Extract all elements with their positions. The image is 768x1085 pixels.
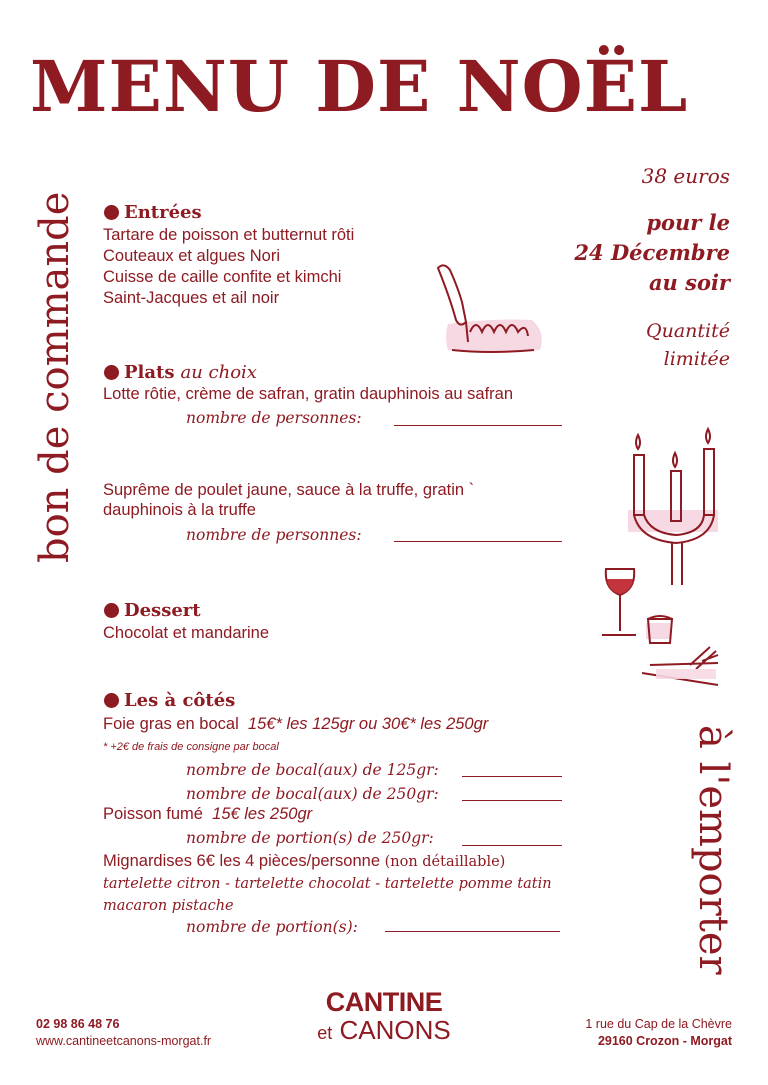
section-plats-heading: [104, 362, 257, 383]
price: 38 euros: [641, 164, 730, 188]
quantity-field-label: nombre de portion(s) de 250gr:: [186, 829, 434, 847]
date-line: pour le: [646, 210, 730, 235]
date-line: 24 Décembre: [574, 240, 730, 265]
menu-item: Tartare de poisson et butternut rôti: [103, 226, 355, 244]
brand-logo: [304, 988, 464, 1047]
quantity-field-line[interactable]: [394, 541, 562, 542]
limited-info: [646, 317, 730, 373]
street-address: 1 rue du Cap de la Chèvre: [585, 1017, 732, 1031]
footer-contact: [36, 1016, 211, 1050]
page-title: MENU DE NOËL: [30, 45, 689, 128]
bullet-icon: [104, 693, 119, 708]
side-label-left-text: bon de commande: [32, 191, 78, 563]
item-price: 15€ les 250gr: [212, 805, 313, 823]
menu-item-mignardises: [103, 851, 505, 873]
menu-item: Chocolat et mandarine: [103, 624, 270, 642]
quantity-field-label: nombre de bocal(aux) de 250gr:: [186, 785, 439, 803]
limited-line: limitée: [663, 348, 730, 370]
quantity-field-label: nombre de bocal(aux) de 125gr:: [186, 761, 439, 779]
item-price: 15€* les 125gr ou 30€* les 250gr: [247, 715, 489, 733]
phone-number[interactable]: 02 98 86 48 76: [36, 1017, 120, 1031]
brand-et: et: [317, 1023, 333, 1043]
limited-line: Quantité: [646, 320, 730, 342]
quantity-field-line[interactable]: [394, 425, 562, 426]
quantity-field-line[interactable]: [462, 845, 562, 846]
item-name: Mignardises 6€ les 4 pièces/personne: [103, 852, 380, 870]
section-title: Plats: [124, 362, 175, 383]
brand-bottom: CANONS: [339, 1015, 451, 1045]
item-name: Poisson fumé: [103, 805, 203, 823]
quantity-field-label: nombre de personnes:: [186, 409, 362, 427]
mignardises-list: tartelette citron - tartelette chocolat - tartelette pomme tatin: [103, 876, 552, 892]
menu-item: Saint-Jacques et ail noir: [103, 289, 280, 307]
menu-item-poisson: [103, 804, 312, 825]
quantity-field-line[interactable]: [462, 776, 562, 777]
website-link[interactable]: www.cantineetcanons-morgat.fr: [36, 1034, 212, 1048]
section-entrees-heading: [104, 202, 202, 223]
menu-item: Lotte rôtie, crème de safran, gratin dauphinois au safran: [103, 385, 513, 403]
brand-bottom-line: [304, 1016, 464, 1047]
section-cotes-heading: [104, 690, 235, 711]
date-line: au soir: [648, 270, 730, 295]
side-label-right-text: à l'emporter: [690, 725, 736, 975]
bread-knife-icon: [430, 258, 550, 358]
bullet-icon: [104, 365, 119, 380]
quantity-field-line[interactable]: [385, 931, 560, 932]
item-name: Foie gras en bocal: [103, 715, 239, 733]
section-title: Les à côtés: [124, 690, 236, 711]
footer-address: [585, 1016, 732, 1050]
brand-top: CANTINE: [325, 987, 443, 1017]
section-dessert-heading: [104, 600, 201, 621]
wine-glass-and-cup-icon: [592, 565, 722, 690]
item-note: (non détaillable): [384, 854, 506, 870]
menu-item: dauphinois à la truffe: [103, 501, 256, 519]
quantity-field-label: nombre de personnes:: [186, 526, 362, 544]
side-label-right: [688, 725, 738, 990]
city: 29160 Crozon - Morgat: [597, 1034, 732, 1048]
mignardises-list: macaron pistache: [103, 898, 234, 914]
menu-item: Cuisse de caille confite et kimchi: [103, 268, 342, 286]
date-info: [574, 208, 730, 298]
section-title: Dessert: [124, 600, 201, 621]
side-label-left: [28, 165, 78, 565]
bullet-icon: [104, 603, 119, 618]
quantity-field-line[interactable]: [462, 800, 562, 801]
footnote: * +2€ de frais de consigne par bocal: [103, 741, 279, 753]
bullet-icon: [104, 205, 119, 220]
menu-item-foie-gras: [103, 714, 488, 735]
menu-item: Couteaux et algues Nori: [103, 247, 281, 265]
menu-item: Suprême de poulet jaune, sauce à la truffe, gratin `: [103, 481, 475, 499]
section-title: Entrées: [124, 202, 202, 223]
quantity-field-label: nombre de portion(s):: [186, 918, 358, 936]
section-aside: au choix: [180, 362, 257, 383]
